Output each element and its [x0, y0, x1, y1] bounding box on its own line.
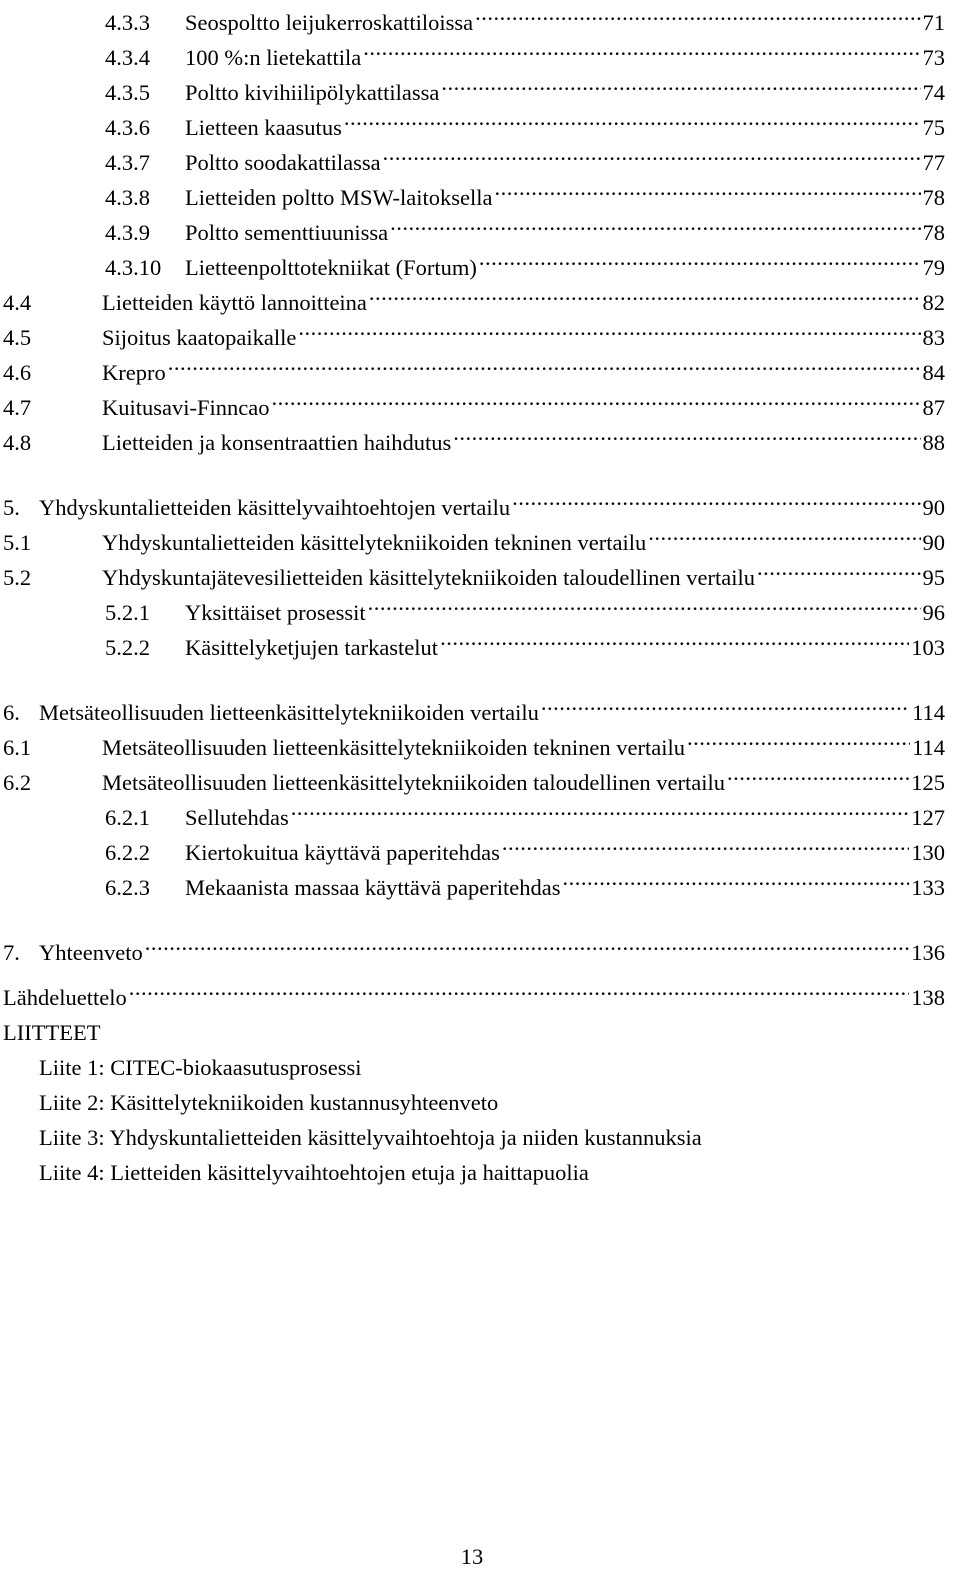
toc-entry-number: 5.1: [3, 530, 32, 555]
toc-entry-title: 100 %:n lietekattila: [185, 45, 362, 70]
toc-entry-page: 78: [922, 220, 945, 245]
toc-dot-leader: [129, 971, 910, 1005]
toc-entry-page: 90: [922, 530, 945, 555]
toc-entry-title: Krepro: [102, 360, 166, 385]
toc-entry-title: Metsäteollisuuden lietteenkäsittelytekniikoiden vertailu: [39, 700, 539, 725]
toc-entry-6-2-1[interactable]: [3, 791, 945, 830]
toc-entry-5-2[interactable]: [3, 551, 945, 590]
appendix-item[interactable]: Liite 1: CITEC-biokaasutusprosessi: [39, 1055, 362, 1080]
toc-entry-page: 125: [911, 770, 945, 795]
toc-entry-references[interactable]: [3, 971, 945, 1010]
toc-entry-page: 71: [922, 10, 945, 35]
toc-entry-number: 6.2.1: [105, 805, 150, 830]
toc-entry-page: 79: [922, 255, 945, 280]
toc-entry-page: 114: [912, 700, 945, 725]
toc-entry-number: 4.6: [3, 360, 32, 385]
toc-entry-page: 88: [922, 430, 945, 455]
toc-dot-leader: [541, 686, 910, 720]
appendix-item[interactable]: Liite 3: Yhdyskuntalietteiden käsittelyvaihtoehtoja ja niiden kustannuksia: [39, 1125, 702, 1150]
toc-entry-page: 127: [911, 805, 945, 830]
toc-entry-title: Lähdeluettelo: [3, 985, 127, 1010]
toc-entry-6[interactable]: [3, 686, 945, 725]
toc-entry-page: 74: [922, 80, 945, 105]
toc-entry-title: Metsäteollisuuden lietteenkäsittelytekniikoiden taloudellinen vertailu: [102, 770, 725, 795]
toc-entry-6-2-3[interactable]: [3, 861, 945, 900]
toc-entry-4-3-8[interactable]: [3, 171, 945, 210]
toc-entry-page: 136: [911, 940, 945, 965]
toc-entry-title: Poltto kivihiilipölykattilassa: [185, 80, 440, 105]
toc-entry-page: 90: [922, 495, 945, 520]
toc-entry-page: 114: [912, 735, 945, 760]
toc-dot-leader: [168, 346, 921, 380]
toc-entry-title: Yksittäiset prosessit: [185, 600, 366, 625]
toc-dot-leader: [475, 0, 920, 30]
toc-entry-number: 6.: [3, 700, 20, 725]
toc-entry-title: Lietteiden ja konsentraattien haihdutus: [102, 430, 452, 455]
toc-dot-leader: [494, 171, 920, 205]
toc-entry-page: 87: [922, 395, 945, 420]
toc-entry-title: Kuitusavi-Finncao: [102, 395, 270, 420]
toc-entry-page: 82: [922, 290, 945, 315]
toc-entry-title: Lietteiden poltto MSW-laitoksella: [185, 185, 493, 210]
toc-entry-title: Sijoitus kaatopaikalle: [102, 325, 297, 350]
toc-entry-page: 96: [922, 600, 945, 625]
toc-entry-number: 5.2: [3, 565, 32, 590]
toc-entry-4-7[interactable]: [3, 381, 945, 420]
toc-entry-4-4[interactable]: [3, 276, 945, 315]
toc-entry-page: 75: [922, 115, 945, 140]
toc-entry-4-3-3[interactable]: [3, 0, 945, 35]
toc-entry-4-3-6[interactable]: [3, 101, 945, 140]
toc-entry-title: Kiertokuitua käyttävä paperitehdas: [185, 840, 500, 865]
toc-entry-title: Metsäteollisuuden lietteenkäsittelytekniikoiden tekninen vertailu: [102, 735, 685, 760]
toc-entry-number: 4.4: [3, 290, 32, 315]
toc-entry-number: 6.2: [3, 770, 32, 795]
toc-entry-number: 4.3.3: [105, 10, 150, 35]
toc-entry-title: Poltto soodakattilassa: [185, 150, 381, 175]
toc-dot-leader: [502, 826, 909, 860]
toc-dot-leader: [368, 586, 921, 620]
toc-entry-number: 4.3.10: [105, 255, 162, 280]
toc-entry-4-3-5[interactable]: [3, 66, 945, 105]
toc-dot-leader: [648, 516, 920, 550]
toc-entry-page: 95: [922, 565, 945, 590]
toc-entry-page: 138: [911, 985, 945, 1010]
toc-entry-6-2-2[interactable]: [3, 826, 945, 865]
toc-entry-title: Sellutehdas: [185, 805, 289, 830]
appendix-item[interactable]: Liite 4: Lietteiden käsittelyvaihtoehtojen etuja ja haittapuolia: [39, 1160, 589, 1185]
toc-entry-title: Lietteiden käyttö lannoitteina: [102, 290, 367, 315]
toc-entry-number: 4.3.6: [105, 115, 150, 140]
toc-entry-5[interactable]: [3, 481, 945, 520]
toc-entry-title: Yhteenveto: [39, 940, 143, 965]
toc-entry-title: Lietteenpolttotekniikat (Fortum): [185, 255, 477, 280]
toc-entry-number: 5.: [3, 495, 20, 520]
appendix-item[interactable]: Liite 2: Käsittelytekniikoiden kustannusyhteenveto: [39, 1090, 499, 1115]
toc-entry-title: Lietteen kaasutus: [185, 115, 342, 140]
toc-dot-leader: [344, 101, 921, 135]
toc-entry-number: 4.3.9: [105, 220, 150, 245]
toc-dot-leader: [441, 66, 920, 100]
toc-dot-leader: [453, 416, 920, 450]
toc-entry-number: 4.8: [3, 430, 32, 455]
toc-dot-leader: [369, 276, 921, 310]
toc-entry-number: 4.3.4: [105, 45, 150, 70]
toc-dot-leader: [479, 241, 921, 275]
toc-entry-5-2-2[interactable]: [3, 621, 945, 660]
toc-entry-number: 4.7: [3, 395, 32, 420]
toc-entry-4-6[interactable]: [3, 346, 945, 385]
toc-entry-4-8[interactable]: [3, 416, 945, 455]
toc-entry-4-5[interactable]: [3, 311, 945, 350]
toc-entry-5-1[interactable]: [3, 516, 945, 555]
toc-entry-4-3-9[interactable]: [3, 206, 945, 245]
toc-entry-title: Mekaanista massaa käyttävä paperitehdas: [185, 875, 561, 900]
toc-entry-page: 103: [911, 635, 945, 660]
toc-entry-number: 4.3.7: [105, 150, 150, 175]
toc-entry-number: 4.3.5: [105, 80, 150, 105]
toc-dot-leader: [291, 791, 910, 825]
toc-dot-leader: [687, 721, 910, 755]
toc-entry-4-3-7[interactable]: [3, 136, 945, 175]
toc-entry-number: 4.3.8: [105, 185, 150, 210]
toc-dot-leader: [512, 481, 920, 515]
page-number: 13: [460, 1544, 484, 1569]
toc-dot-leader: [727, 756, 909, 790]
toc-entry-page: 83: [922, 325, 945, 350]
toc-entry-page: 133: [911, 875, 945, 900]
toc-entry-7[interactable]: [3, 926, 945, 965]
toc-entry-4-3-10[interactable]: [3, 241, 945, 280]
toc-entry-title: Yhdyskuntalietteiden käsittelytekniikoiden tekninen vertailu: [102, 530, 647, 555]
toc-dot-leader: [363, 31, 920, 65]
toc-entry-title: Seospoltto leijukerroskattiloissa: [185, 10, 474, 35]
toc-entry-page: 130: [911, 840, 945, 865]
toc-entry-title: Poltto sementtiuunissa: [185, 220, 389, 245]
toc-entry-number: 5.2.2: [105, 635, 150, 660]
toc-dot-leader: [390, 206, 920, 240]
toc-entry-number: 7.: [3, 940, 20, 965]
toc-entry-number: 6.2.3: [105, 875, 150, 900]
toc-entry-page: 78: [922, 185, 945, 210]
toc-dot-leader: [145, 926, 910, 960]
toc-entry-number: 6.2.2: [105, 840, 150, 865]
toc-entry-page: 84: [922, 360, 945, 385]
toc-entry-number: 6.1: [3, 735, 32, 760]
toc-entry-title: Yhdyskuntajätevesilietteiden käsittelytekniikoiden taloudellinen vertailu: [102, 565, 755, 590]
appendices-heading: LIITTEET: [3, 1020, 101, 1045]
toc-entry-title: Käsittelyketjujen tarkastelut: [185, 635, 439, 660]
toc-dot-leader: [562, 861, 909, 895]
toc-dot-leader: [383, 136, 921, 170]
toc-entry-page: 73: [922, 45, 945, 70]
toc-entry-title: Yhdyskuntalietteiden käsittelyvaihtoehtojen vertailu: [39, 495, 511, 520]
toc-dot-leader: [298, 311, 920, 345]
toc-entry-5-2-1[interactable]: [3, 586, 945, 625]
toc-entry-page: 77: [922, 150, 945, 175]
toc-entry-6-1[interactable]: [3, 721, 945, 760]
toc-entry-6-2[interactable]: [3, 756, 945, 795]
toc-dot-leader: [440, 621, 909, 655]
toc-dot-leader: [271, 381, 920, 415]
toc-entry-number: 4.5: [3, 325, 32, 350]
toc-entry-number: 5.2.1: [105, 600, 150, 625]
toc-dot-leader: [757, 551, 921, 585]
toc-entry-4-3-4[interactable]: [3, 31, 945, 70]
